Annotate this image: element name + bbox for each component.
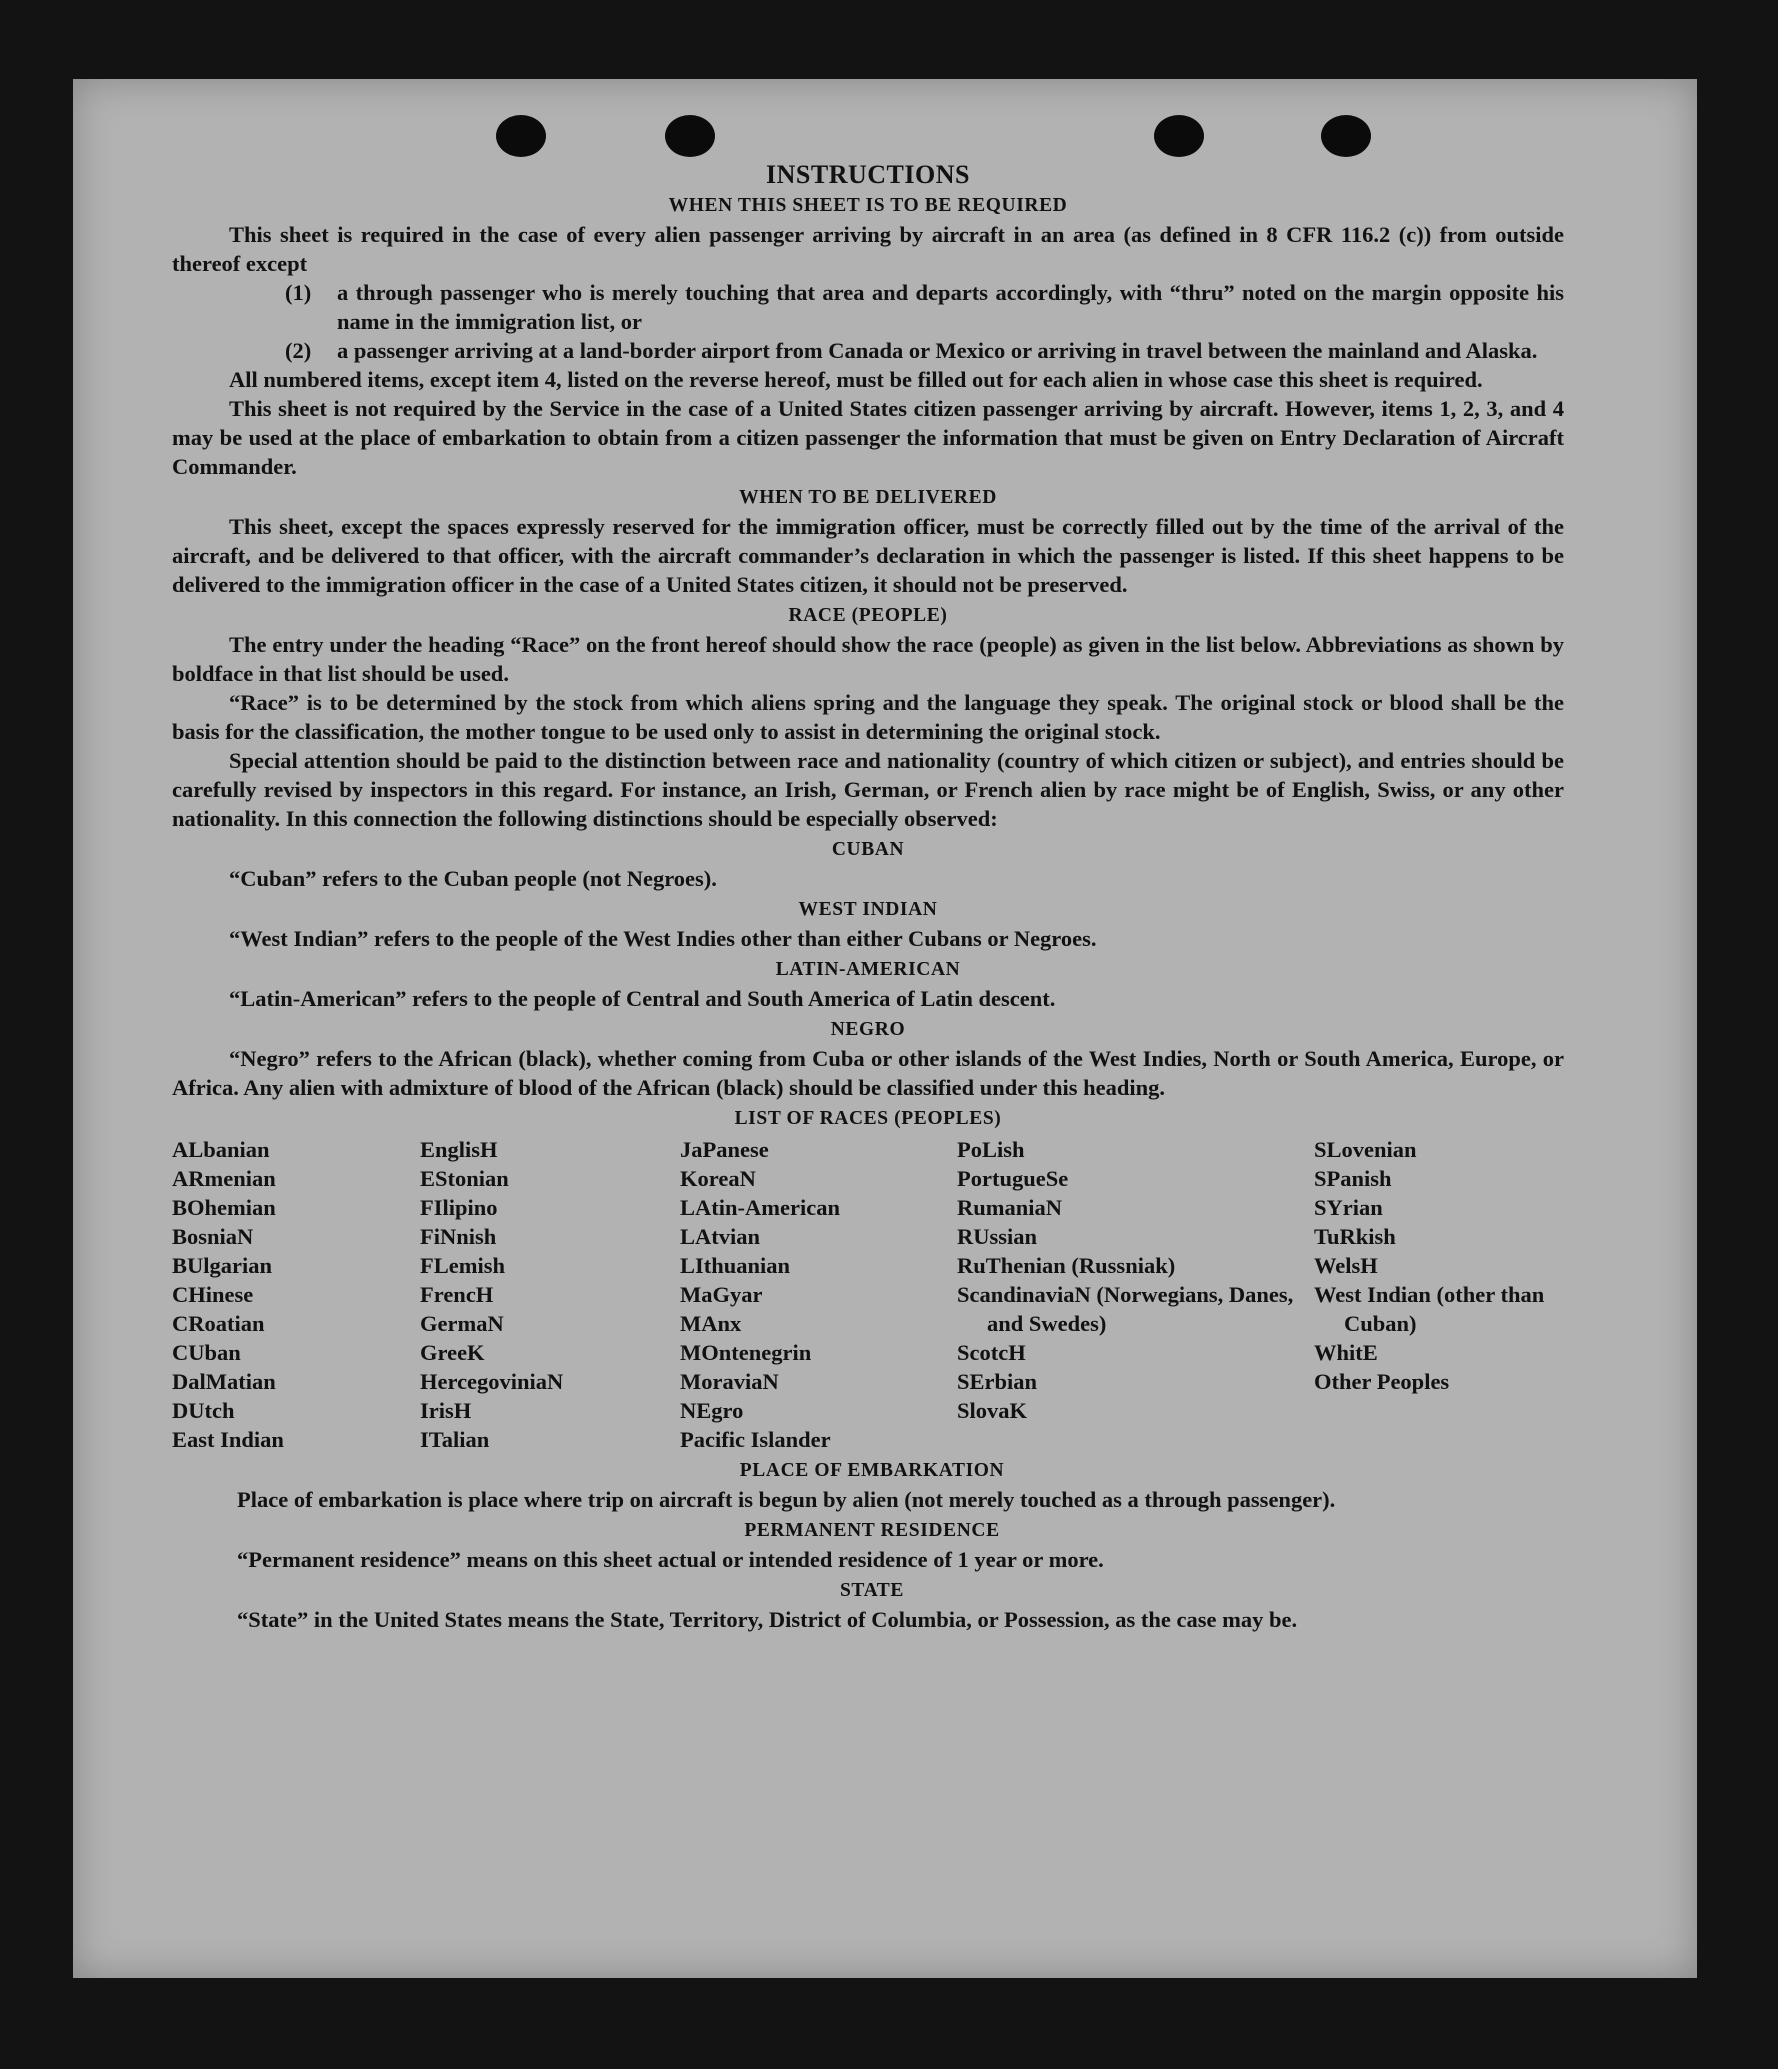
- race-entry: SErbian: [957, 1369, 1038, 1394]
- paragraph: This sheet is required in the case of every alien passenger arriving by aircraft in an area (as defined in 8 CFR 116.2 (c)) from outside thereof except: [172, 222, 1564, 276]
- paragraph: “West Indian” refers to the people of the West Indies other than either Cubans or Negroes.: [229, 926, 1097, 951]
- race-entry: RumaniaN: [957, 1195, 1063, 1220]
- race-entry: West Indian (other than Cuban): [1314, 1282, 1545, 1336]
- race-entry: ALbanian: [172, 1137, 270, 1162]
- instructions-content: [172, 158, 1564, 1634]
- race-entry: East Indian: [172, 1427, 284, 1452]
- race-entry: CUban: [172, 1340, 241, 1365]
- race-entry: NEgro: [680, 1398, 744, 1423]
- item-text: a passenger arriving at a land-border airport from Canada or Mexico or arriving in travel between the mainland and Alaska.: [337, 338, 1538, 363]
- item-text: a through passenger who is merely touching that area and departs accordingly, with “thru” noted on the margin opposite his name in the immigration list, or: [337, 280, 1564, 334]
- race-entry: ScotcH: [957, 1340, 1026, 1365]
- race-entry: DalMatian: [172, 1369, 276, 1394]
- race-entry: MaGyar: [680, 1282, 763, 1307]
- race-entry: SPanish: [1314, 1166, 1392, 1191]
- race-entry: Other Peoples: [1314, 1369, 1450, 1394]
- race-entry: JaPanese: [680, 1137, 769, 1162]
- punch-hole: [1321, 115, 1371, 157]
- paragraph: All numbered items, except item 4, listed on the reverse hereof, must be filled out for each alien in whose case this sheet is required.: [229, 367, 1483, 392]
- race-entry: GreeK: [420, 1340, 485, 1365]
- race-entry: ITalian: [420, 1427, 490, 1452]
- race-entry: FLemish: [420, 1253, 506, 1278]
- paragraph: “State” in the United States means the State, Territory, District of Columbia, or Possession, as the case may be.: [237, 1607, 1298, 1632]
- list-item: [172, 336, 1564, 365]
- races-column: [1314, 1135, 1564, 1454]
- races-column: [680, 1135, 957, 1454]
- race-entry: SYrian: [1314, 1195, 1383, 1220]
- race-entry: FIlipino: [420, 1195, 498, 1220]
- race-entry: SlovaK: [957, 1398, 1028, 1423]
- section-heading-embarkation: PLACE OF EMBARKATION: [739, 1460, 1005, 1481]
- section-heading-race: RACE (PEOPLE): [788, 605, 948, 626]
- race-entry: SLovenian: [1314, 1137, 1417, 1162]
- section-heading-state: STATE: [839, 1580, 905, 1601]
- race-entry: EnglisH: [420, 1137, 498, 1162]
- race-entry: LAtvian: [680, 1224, 761, 1249]
- race-entry: ScandinaviaN (Norwegians, Danes, and Swedes): [957, 1282, 1294, 1336]
- races-column: [957, 1135, 1314, 1454]
- race-entry: Pacific Islander: [680, 1427, 831, 1452]
- paragraph: “Race” is to be determined by the stock from which aliens spring and the language they speak. The original stock or blood shall be the basis for the classification, the mother tongue to be used only to assist in determining the original stock.: [172, 690, 1564, 744]
- race-entry: TuRkish: [1314, 1224, 1396, 1249]
- section-heading-list-of-races: LIST OF RACES (PEOPLES): [734, 1108, 1002, 1129]
- race-entry: EStonian: [420, 1166, 509, 1191]
- section-heading-delivered: WHEN TO BE DELIVERED: [739, 487, 997, 508]
- paragraph: “Negro” refers to the African (black), whether coming from Cuba or other islands of the West Indies, North or South America, Europe, or Africa. Any alien with admixture of blood of the African (black) should be classified under this heading.: [172, 1046, 1564, 1100]
- race-entry: MoraviaN: [680, 1369, 779, 1394]
- race-entry: KoreaN: [680, 1166, 756, 1191]
- punch-hole: [1154, 115, 1204, 157]
- section-heading-permanent-residence: PERMANENT RESIDENCE: [744, 1520, 1000, 1541]
- paragraph: “Cuban” refers to the Cuban people (not Negroes).: [229, 866, 717, 891]
- section-heading-cuban: CUBAN: [831, 839, 905, 860]
- race-entry: HercegoviniaN: [420, 1369, 564, 1394]
- race-entry: CHinese: [172, 1282, 254, 1307]
- race-entry: RUssian: [957, 1224, 1038, 1249]
- race-entry: PoLish: [957, 1137, 1025, 1162]
- race-entry: DUtch: [172, 1398, 235, 1423]
- race-entry: LIthuanian: [680, 1253, 791, 1278]
- paragraph: “Permanent residence” means on this sheet actual or intended residence of 1 year or more.: [237, 1547, 1104, 1572]
- race-entry: BUlgarian: [172, 1253, 273, 1278]
- race-entry: MAnx: [680, 1311, 742, 1336]
- section-heading-required: WHEN THIS SHEET IS TO BE REQUIRED: [668, 195, 1068, 216]
- race-entry: BOhemian: [172, 1195, 276, 1220]
- race-entry: RuThenian (Russniak): [957, 1253, 1176, 1278]
- races-list: [172, 1135, 1564, 1454]
- race-entry: IrisH: [420, 1398, 472, 1423]
- list-item: [172, 278, 1564, 336]
- races-column: [420, 1135, 680, 1454]
- section-heading-latin-american: LATIN-AMERICAN: [775, 959, 961, 980]
- races-column: [172, 1135, 420, 1454]
- paragraph: The entry under the heading “Race” on the front hereof should show the race (people) as given in the list below. Abbreviations as shown by boldface in that list should be used.: [172, 632, 1564, 686]
- race-entry: WelsH: [1314, 1253, 1378, 1278]
- race-entry: FiNnish: [420, 1224, 497, 1249]
- race-entry: MOntenegrin: [680, 1340, 812, 1365]
- paragraph: Place of embarkation is place where trip on aircraft is begun by alien (not merely touched as a through passenger).: [237, 1487, 1336, 1512]
- section-heading-negro: NEGRO: [830, 1019, 906, 1040]
- race-entry: BosniaN: [172, 1224, 254, 1249]
- race-entry: CRoatian: [172, 1311, 265, 1336]
- race-entry: LAtin-American: [680, 1195, 840, 1220]
- race-entry: ARmenian: [172, 1166, 276, 1191]
- item-number: (2): [285, 338, 312, 363]
- paragraph: Special attention should be paid to the distinction between race and nationality (country of which citizen or subject), and entries should be carefully revised by inspectors in this regard. For instance, an Irish, German, or French alien by race might be of English, Swiss, or any other nationality. In this connection the following distinctions should be especially observed:: [172, 748, 1564, 831]
- section-heading-west-indian: WEST INDIAN: [798, 899, 938, 920]
- race-entry: WhitE: [1314, 1340, 1378, 1365]
- punch-hole: [496, 115, 546, 157]
- page-title: INSTRUCTIONS: [766, 160, 970, 189]
- item-number: (1): [285, 280, 312, 305]
- race-entry: GermaN: [420, 1311, 504, 1336]
- bottom-sections: [180, 1457, 1564, 1634]
- paragraph: This sheet is not required by the Service in the case of a United States citizen passenger arriving by aircraft. However, items 1, 2, 3, and 4 may be used at the place of embarkation to obtain from a citizen passenger the information that must be given on Entry Declaration of Aircraft Commander.: [172, 396, 1564, 479]
- paragraph: “Latin-American” refers to the people of Central and South America of Latin descent.: [229, 986, 1056, 1011]
- punch-hole: [665, 115, 715, 157]
- race-entry: FrencH: [420, 1282, 494, 1307]
- race-entry: PortugueSe: [957, 1166, 1069, 1191]
- paragraph: This sheet, except the spaces expressly reserved for the immigration officer, must be correctly filled out by the time of the arrival of the aircraft, and be delivered to that officer, with the aircraft commander’s declaration in which the passenger is listed. If this sheet happens to be delivered to the immigration officer in the case of a United States citizen, it should not be preserved.: [172, 514, 1564, 597]
